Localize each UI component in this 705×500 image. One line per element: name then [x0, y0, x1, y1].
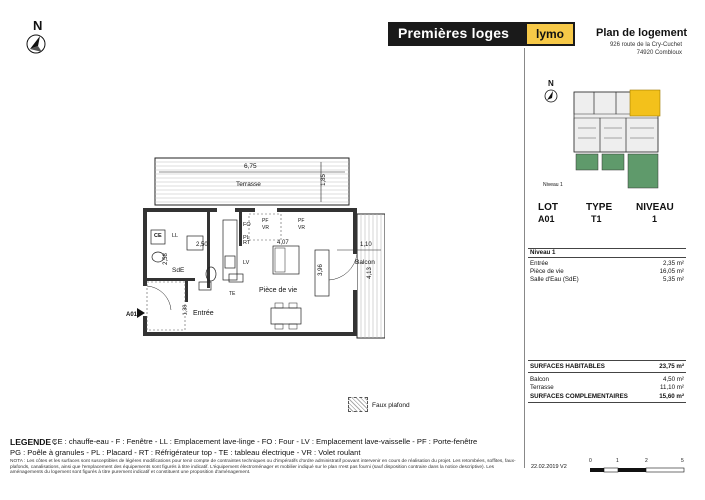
room-area: 2,35 m²	[663, 260, 684, 267]
document-title: Plan de logement	[596, 27, 688, 39]
dim-terrasse-depth: 1,85	[320, 174, 327, 186]
code-ce: CE	[154, 233, 162, 239]
surfaces-habitables-label: SURFACES HABITABLES	[530, 363, 605, 370]
room-row-sde	[530, 276, 684, 283]
lot-label: LOT	[538, 202, 558, 213]
balcon-area	[337, 214, 385, 338]
code-pl: PL	[243, 235, 250, 241]
code-vr-2: VR	[298, 225, 305, 231]
surfaces-level-heading: Niveau 1	[530, 249, 556, 256]
code-vr-1: VR	[262, 225, 269, 231]
legal-note: NOTA : Les côtes et les surfaces sont susceptibles de légères modifications pour tenir compte de contraintes techniques ou d'impératifs d'ordre administratif pouvant intervenir en cours de réalisation du projet. Les retombées, soffites, faux-plafonds, canalisations, ainsi que l'emplacement des équipements sont figurés à titre indicatif. L'équipement électroménager et mobilier indiqué sur le plan n'est pas fourni (sauf disposition contraire dans la notice descriptive). Les aménagements du logement sont figurés à titre purement indicatif et constituent une proposition d'aménagement.	[10, 459, 516, 476]
code-te: TE	[229, 291, 236, 297]
scale-bar	[588, 465, 688, 473]
surfaces-rule-3	[528, 360, 686, 361]
code-pf-2: PF	[298, 218, 305, 224]
legend-line-1: CE : chauffe-eau - F : Fenêtre - LL : Emplacement lave-linge - FO : Four - LV : Emplacement lave-vaisselle - PF : Porte-fenêtre	[52, 437, 478, 446]
type-label: TYPE	[586, 202, 613, 213]
document-date: 22.02.2019 V2	[531, 464, 567, 470]
brand-name: Premières loges	[398, 25, 510, 41]
address-line-2: 74920 Combloux	[636, 50, 682, 56]
dim-balcon-depth: 4,13	[366, 267, 373, 279]
surfaces-rule-2	[528, 257, 686, 258]
dim-sde-width: 2,50	[196, 242, 208, 248]
floor-plan	[125, 150, 385, 340]
type-value: T1	[591, 214, 602, 224]
annex-row-terrasse	[530, 384, 684, 391]
niveau-value: 1	[652, 214, 658, 224]
north-label: N	[33, 18, 43, 33]
code-fo: FO	[243, 222, 251, 228]
dim-sde-depth: 2,58	[162, 253, 169, 265]
scale-tick-2: 2	[645, 458, 648, 464]
room-area: 16,05 m²	[659, 268, 684, 275]
lot-value: A01	[538, 214, 555, 224]
room-name: Salle d'Eau (SdE)	[530, 276, 579, 283]
site-north-label: N	[548, 79, 554, 88]
surfaces-complementaires-value: 15,60 m²	[659, 393, 684, 400]
annex-row-balcon	[530, 376, 684, 383]
room-label-sde: SdE	[172, 267, 185, 274]
dim-terrasse-width: 6,75	[244, 163, 257, 170]
brand-logo: lymo	[527, 24, 573, 44]
address-line-1: 926 route de la Cry-Cuchet	[609, 42, 682, 48]
scale-tick-1: 1	[616, 458, 619, 464]
site-compass-icon	[543, 89, 559, 103]
site-level-label: Niveau 1	[543, 182, 563, 188]
room-label-balcon: Balcon	[355, 259, 375, 266]
faux-plafond-swatch	[348, 397, 368, 412]
surfaces-habitables-row	[530, 363, 684, 370]
code-ll: LL	[172, 233, 179, 239]
legend-title: LEGENDE :	[10, 437, 57, 447]
dim-piece-depth: 3,96	[317, 264, 324, 276]
room-row-piece-de-vie	[530, 268, 684, 275]
compass-north-icon	[22, 33, 50, 55]
code-rt: RT	[243, 240, 251, 246]
surfaces-rule-4	[528, 372, 686, 373]
surfaces-complementaires-label: SURFACES COMPLEMENTAIRES	[530, 393, 628, 400]
surfaces-habitables-value: 23,75 m²	[659, 363, 684, 370]
annex-name: Terrasse	[530, 384, 554, 391]
dim-entree-width: 1,38	[182, 304, 189, 316]
annex-name: Balcon	[530, 376, 549, 383]
annex-area: 11,10 m²	[660, 384, 684, 391]
annex-area: 4,50 m²	[663, 376, 684, 383]
room-label-terrasse: Terrasse	[236, 181, 261, 188]
room-name: Pièce de vie	[530, 268, 564, 275]
scale-tick-0: 0	[589, 458, 592, 464]
room-label-entree: Entrée	[193, 310, 214, 317]
dim-piece-width: 4,07	[277, 240, 289, 246]
dim-balcon-width: 1,10	[360, 242, 372, 248]
scale-tick-5: 5	[681, 458, 684, 464]
room-row-entree	[530, 260, 684, 267]
faux-plafond-label: Faux plafond	[372, 402, 410, 409]
room-name: Entrée	[530, 260, 549, 267]
column-divider	[524, 48, 525, 468]
lot-marker: A01	[126, 312, 138, 318]
code-pf-1: PF	[262, 218, 269, 224]
legend-line-2: PG : Poêle à granules - PL : Placard - RT : Réfrigérateur top - TE : tableau électrique - VR : Volet roulant	[10, 448, 361, 457]
niveau-label: NIVEAU	[636, 202, 674, 213]
room-label-piece-de-vie: Pièce de vie	[259, 287, 298, 294]
code-lv: LV	[243, 260, 250, 266]
surfaces-rule-5	[528, 402, 686, 403]
site-plan	[568, 88, 664, 190]
surfaces-complementaires-row	[530, 393, 684, 400]
room-area: 5,35 m²	[663, 276, 684, 283]
